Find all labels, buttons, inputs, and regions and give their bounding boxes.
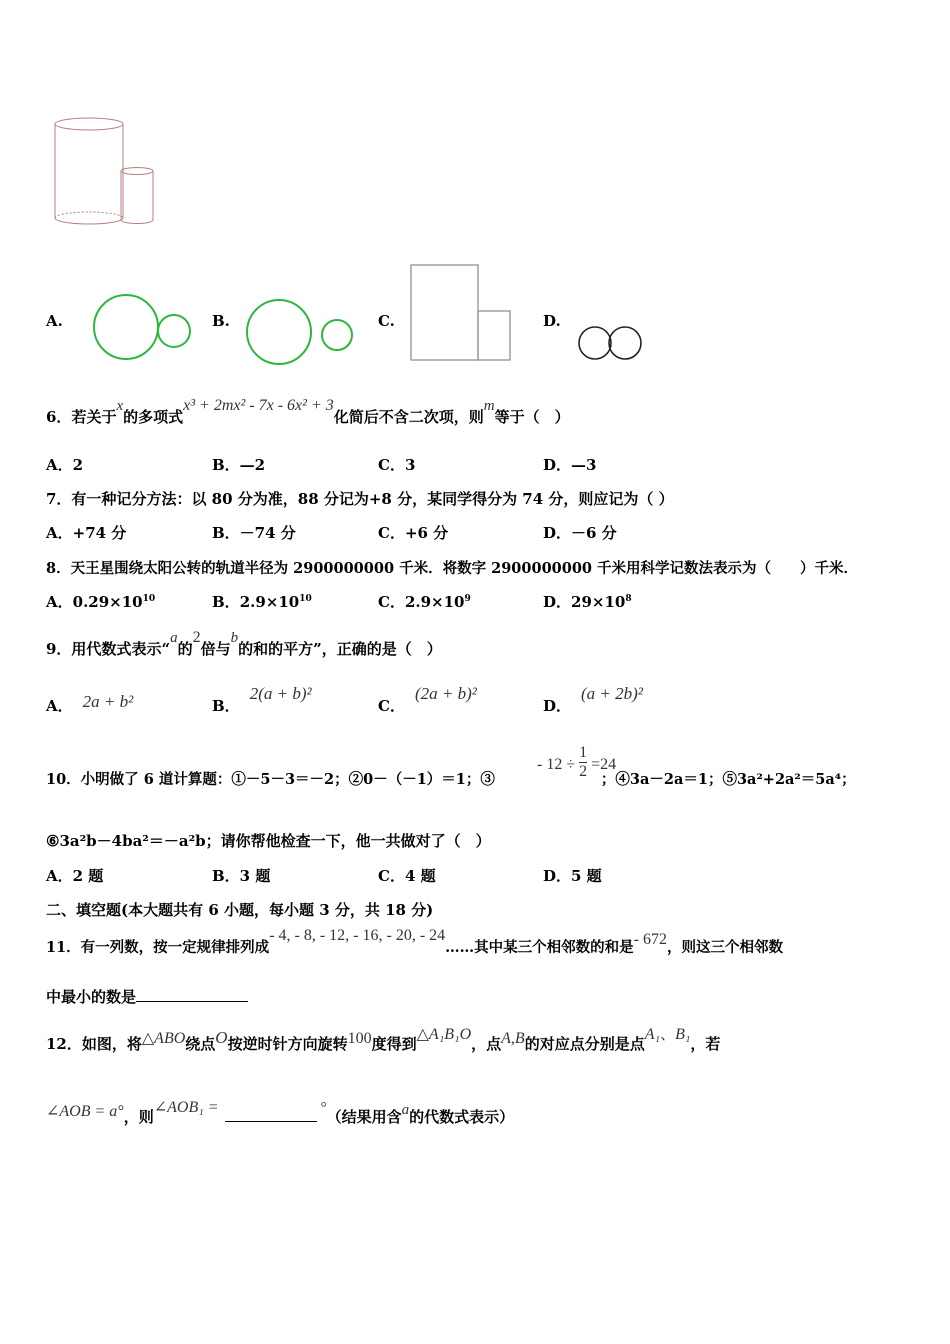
q10-line1: 10．小明做了 6 道计算题：①－5－3＝－2；②0－（－1）＝1；③ ；④3a－2a＝1；⑤3a²+2a²＝5a⁴；: [46, 771, 856, 788]
two-cylinders-figure: [50, 112, 170, 232]
q10-line2: ⑥3a²b－4ba²＝－a²b；请你帮他检查一下，他一共做对了（ ）: [46, 832, 491, 850]
q9-option-d: D．(a + 2b)²: [543, 684, 643, 715]
q12-line2: ∠AOB = a°，则∠AOB₁ = °（结果用含a的代数式表示）: [46, 1099, 515, 1126]
q12-answer-blank[interactable]: [225, 1107, 317, 1122]
q8-question: 8．天王星围绕太阳公转的轨道半径为 2900000000 千米．将数字 2900000000 千米用科学记数法表示为（ ）千米．: [46, 560, 859, 577]
q10-option-c: C．4 题: [378, 867, 436, 885]
q6-option-b: B．—2: [212, 456, 266, 474]
q6-question: 6．若关于x的多项式x³ + 2mx² - 7x - 6x² + 3化简后不含二次项，则m等于（ ）: [46, 397, 570, 426]
q10-option-a: A．2 题: [46, 867, 104, 885]
q7-question: 7．有一种记分方法：以 80 分为准，88 分记为+8 分，某同学得分为 74 分，则应记为（ ）: [46, 490, 674, 508]
q5-option-b-letter: B.: [212, 312, 230, 330]
q10-option-b: B．3 题: [212, 867, 271, 885]
q5-option-c-figure: [408, 262, 518, 362]
q5-option-a-figure: [90, 290, 200, 370]
q5-option-a-letter: A.: [46, 312, 63, 330]
q7-option-b: B．－74 分: [212, 524, 296, 542]
q6-option-a: A．2: [46, 456, 84, 474]
q5-option-c-letter: C.: [378, 312, 395, 330]
q8-option-b: B．$2.9\times 10^{10}$: [212, 593, 312, 611]
q5-option-b-figure: [242, 295, 362, 375]
q12-line1: 12．如图，将△ABO绕点O按逆时针方向旋转100度得到△A₁B₁O，点A,B的对应点分别是点A₁、B₁，若: [46, 1026, 721, 1053]
q11-line1: 11．有一列数，按一定规律排列成- 4, - 8, - 12, - 16, - 20, - 24……其中某三个相邻数的和是- 672，则这三个相邻数: [46, 927, 783, 956]
q9-option-b: B．2(a + b)²: [212, 684, 312, 715]
q8-option-c: C．$2.9\times 10^9$: [378, 593, 471, 611]
q5-option-d-figure: [576, 324, 656, 374]
q7-option-a: A．+74 分: [46, 524, 127, 542]
q11-line2: 中最小的数是: [46, 986, 248, 1007]
q8-option-a: A．$0.29\times 10^{10}$: [46, 593, 156, 611]
q9-question: 9．用代数式表示“a的2倍与b的和的平方”，正确的是（ ）: [46, 629, 442, 658]
q9-option-c: C．(2a + b)²: [378, 684, 477, 715]
q10-fraction-expr: - 12 ÷ $\frac{1}{2}$ =24: [537, 744, 617, 780]
q7-option-d: D．－6 分: [543, 524, 617, 542]
q11-answer-blank[interactable]: [136, 987, 248, 1002]
q7-option-c: C．+6 分: [378, 524, 449, 542]
q9-option-a: A． 2a + b²: [46, 692, 134, 715]
section-title: 二、填空题(本大题共有 6 小题，每小题 3 分，共 18 分): [46, 901, 434, 919]
q8-option-d: D．$29\times 10^8$: [543, 593, 632, 611]
q10-option-d: D．5 题: [543, 867, 602, 885]
q5-option-d-letter: D.: [543, 312, 561, 330]
q6-option-d: D．—3: [543, 456, 597, 474]
q6-option-c: C．3: [378, 456, 416, 474]
